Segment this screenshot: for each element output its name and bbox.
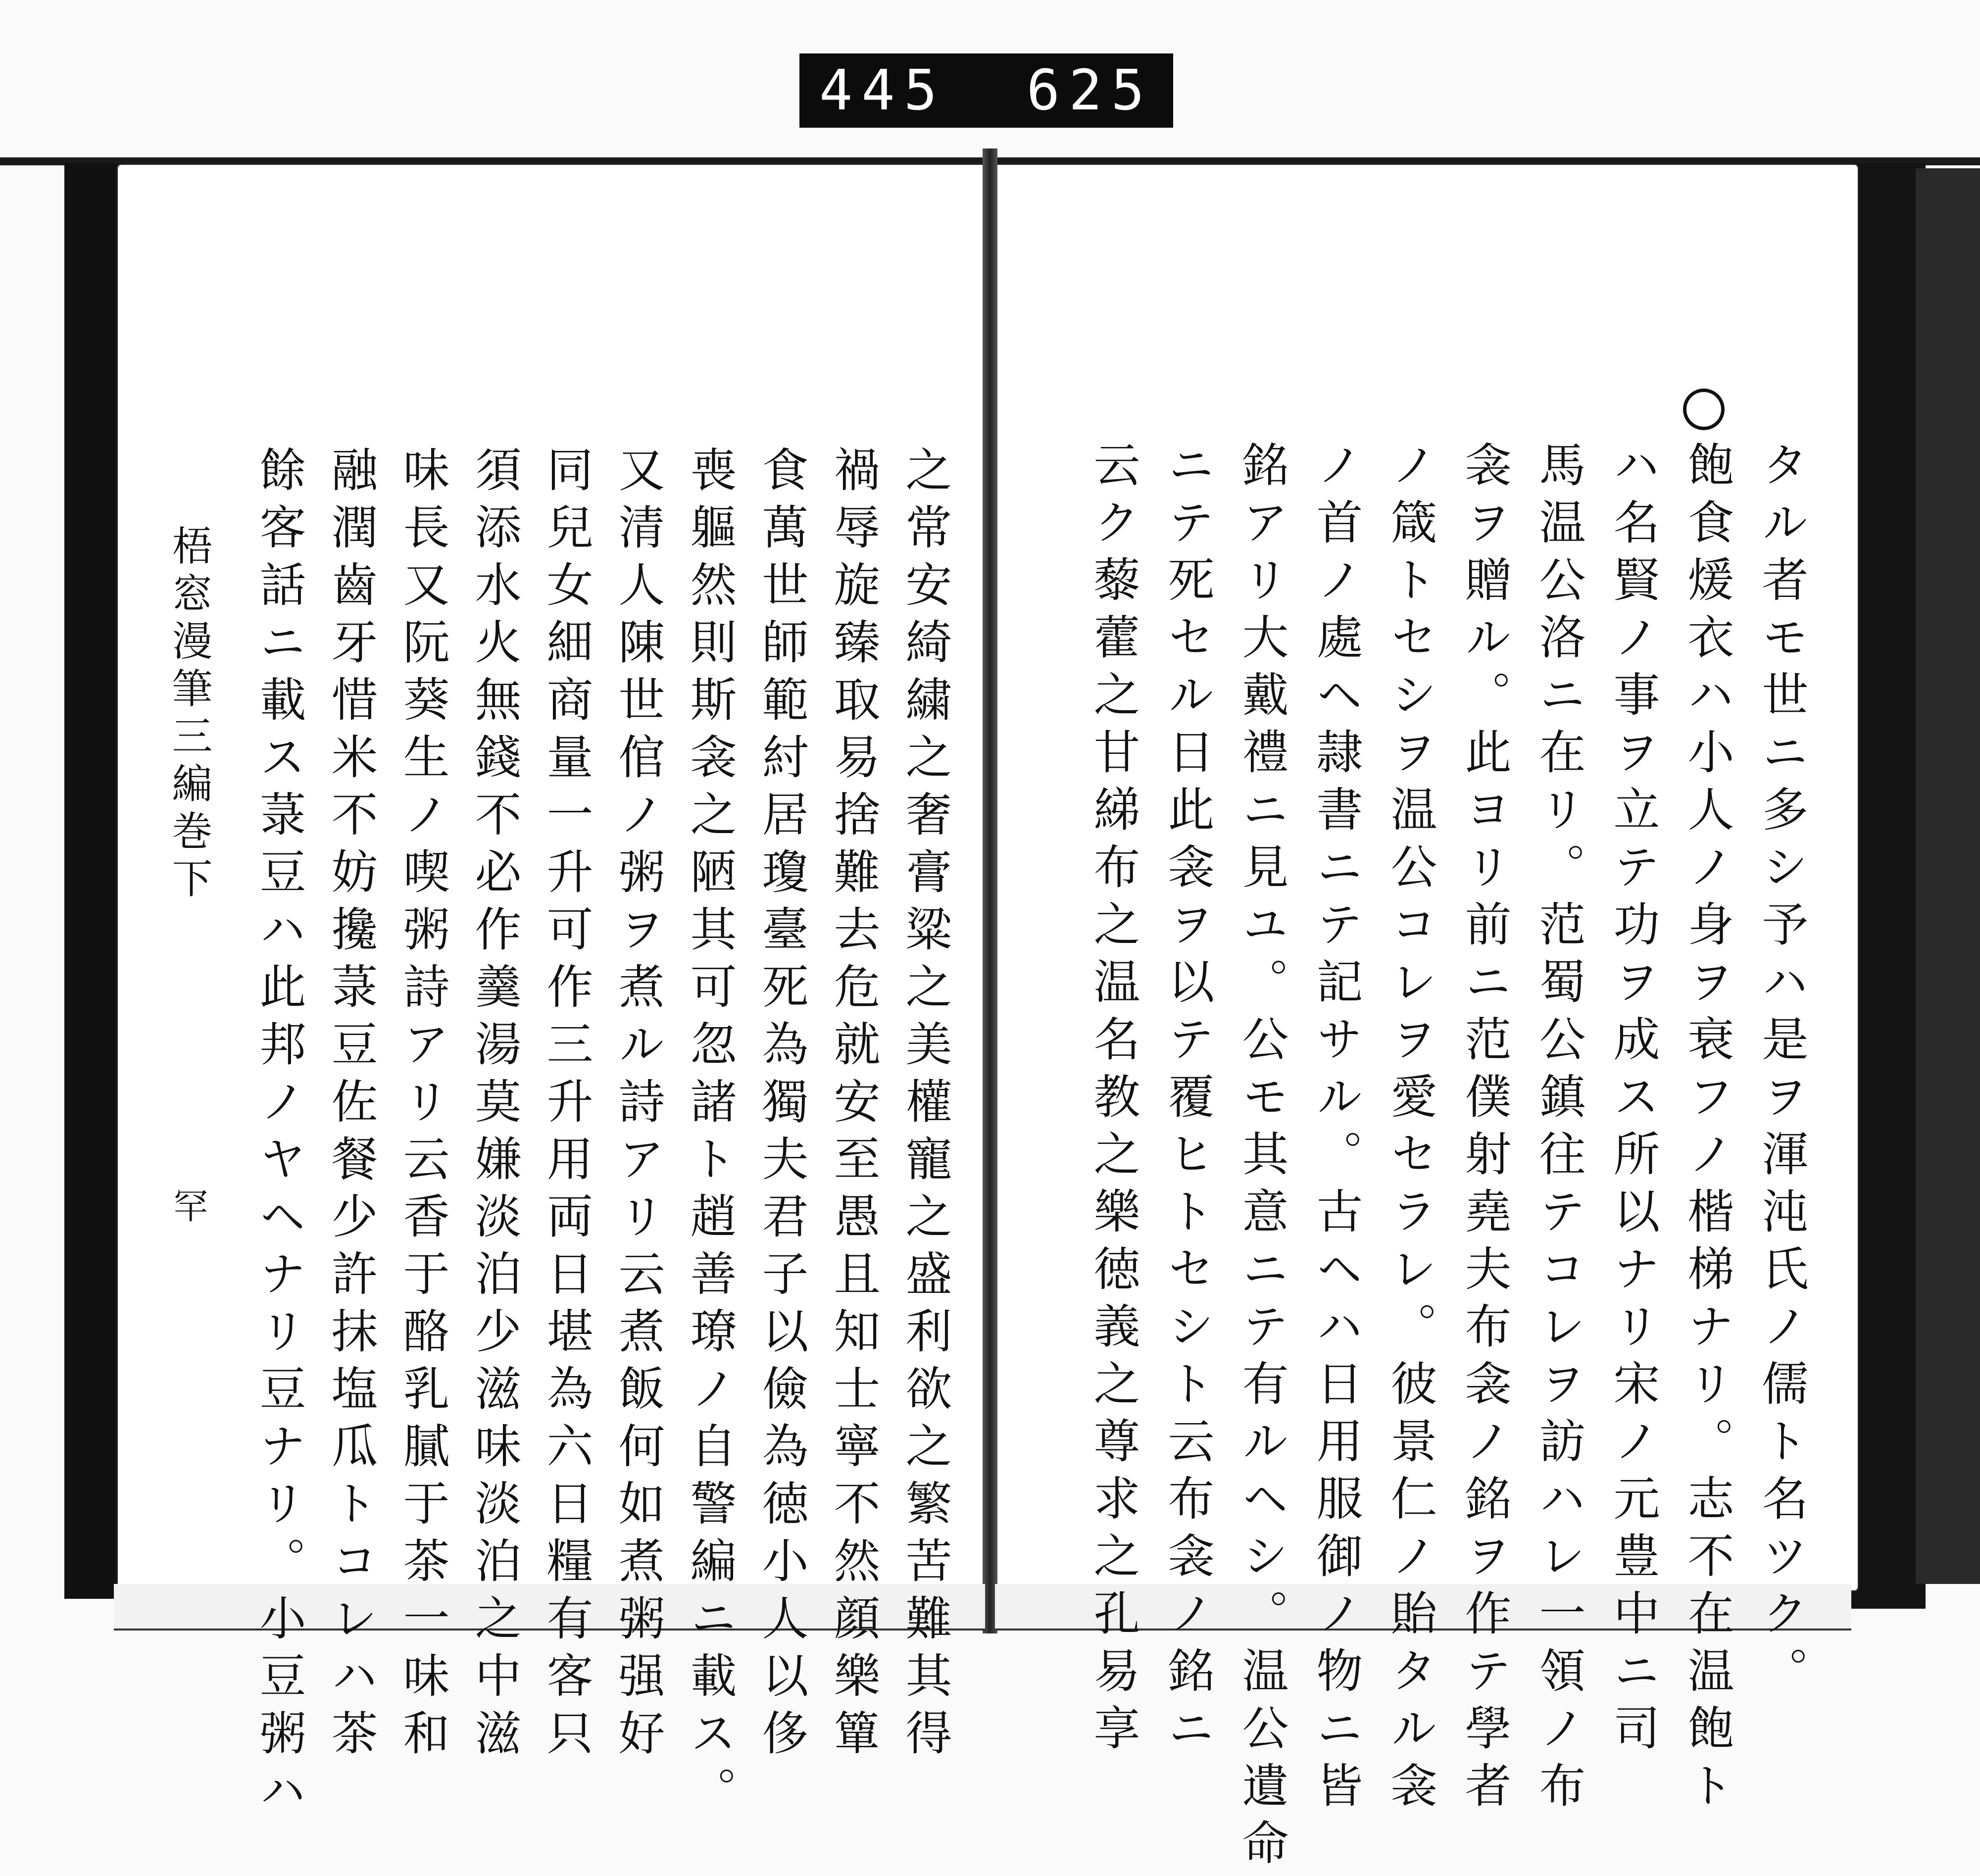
running-title: 梧窓漫筆三編巻下 [165,525,212,905]
book-cover-right [1851,163,1926,1609]
left-page-line-1: 之常安綺繍之奢膏粱之美權寵之盛利欲之繁苦難其得 [897,445,951,1766]
right-page-line-3: ハ名賢ノ事ヲ立テ功ヲ成ス所以ナリ宋ノ元豊中ニ司 [1605,441,1659,1761]
left-page-line-8: 味長又阮葵生ノ喫粥詩アリ云香于酪乳膩于茶一味和 [395,445,449,1766]
right-page-line-8: 銘アリ大戴禮ニ見ユ。公モ其意ニテ有ルヘシ。温公遺命 [1234,441,1288,1876]
left-page-line-4: 喪軀然則斯衾之陋其可忽諸ト趙善璙ノ自警編ニ載ス。 [682,445,736,1824]
left-page-line-2: 禍辱旋臻取易捨難去危就安至愚且知士寧不然顔樂簞 [826,445,880,1766]
left-page-line-7: 須添水火無錢不必作羹湯莫嫌淡泊少滋味淡泊之中滋 [467,445,521,1766]
left-page-line-6: 同兒女細商量一升可作三升用両日堪為六日糧有客只 [539,445,593,1766]
right-page-line-5: 衾ヲ贈ル。此ヨリ前ニ范僕射堯夫布衾ノ銘ヲ作テ學者 [1457,441,1511,1819]
folio-number: 罕 [168,1188,208,1223]
left-page-line-3: 食萬世師範紂居瓊臺死為獨夫君子以儉為徳小人以侈 [754,445,808,1766]
page-edges-right [1916,168,1980,1584]
book-gutter [983,148,997,1633]
right-page-line-2: 飽食煖衣ハ小人ノ身ヲ衰フノ楷梯ナリ。志不在温飽ト [1680,441,1733,1819]
right-page-line-4: 馬温公洛ニ在リ。范蜀公鎮往テコレヲ訪ハレ一領ノ布 [1531,441,1585,1819]
book-cover-left [64,163,124,1599]
right-page-line-9: ニテ死セル日此衾ヲ以テ覆ヒトセシト云布衾ノ銘ニ [1160,441,1214,1761]
left-page-line-10: 餘客話ニ載ス菉豆ハ此邦ノヤヘナリ豆ナリ。小豆粥ハ [251,445,305,1824]
left-page-line-5: 又清人陳世倌ノ粥ヲ煮ル詩アリ云煮飯何如煮粥强好 [610,445,664,1766]
archive-number-right: 625 [1026,58,1153,123]
right-page-line-1: タル者モ世ニ多シ予ハ是ヲ渾沌氏ノ儒ト名ツク。 [1754,441,1808,1704]
right-page-line-6: ノ箴トセシヲ温公コレヲ愛セラレ。彼景仁ノ貽タル衾 [1383,441,1436,1819]
right-page-line-10: 云ク藜藿之甘綈布之温名教之樂徳義之尊求之孔易享 [1086,441,1139,1761]
right-page-line-7: ノ首ノ處ヘ隷書ニテ記サル。古ヘハ日用服御ノ物ニ皆 [1308,441,1362,1819]
archive-number-label [799,53,1173,128]
archive-number-left: 445 [819,58,946,123]
left-page-line-9: 融潤齒牙惜米不妨攙菉豆佐餐少許抹塩瓜トコレハ茶 [323,445,377,1766]
section-circle-mark [1683,389,1725,430]
